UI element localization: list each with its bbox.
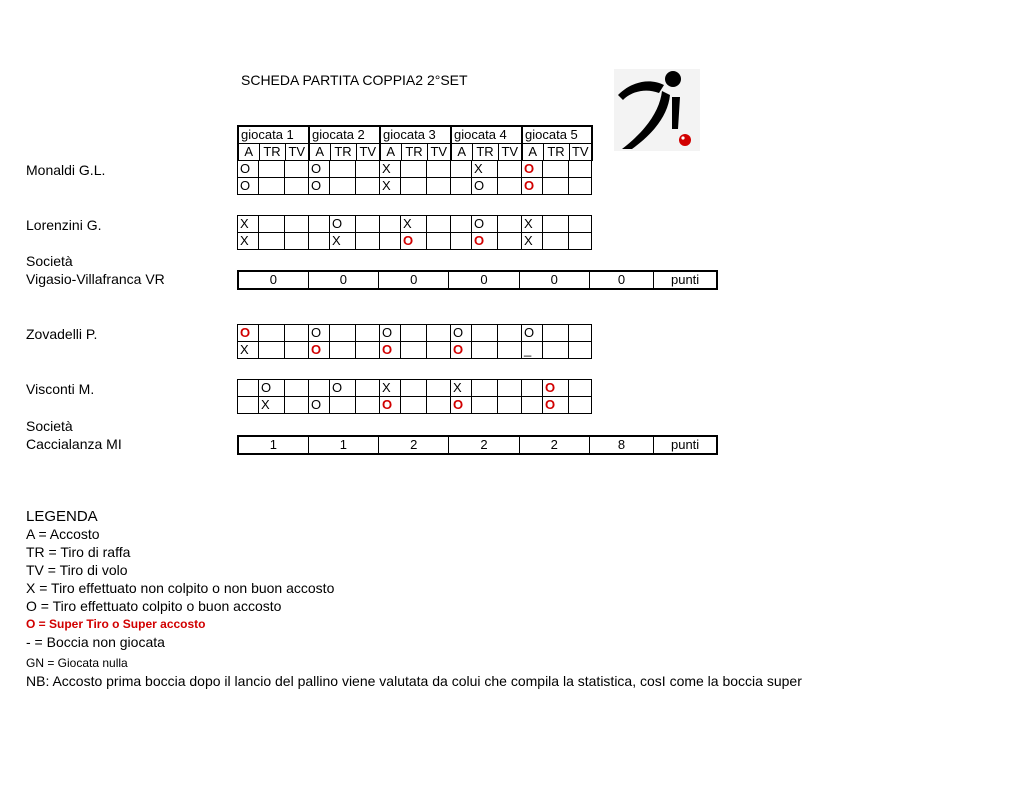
legend-note: NB: Accosto prima boccia dopo il lancio del pallino viene valutata da colui che compila la statistica, cosI come la boccia super <box>26 673 802 689</box>
stat-cell <box>309 380 330 397</box>
stat-cell <box>569 342 592 359</box>
score-cell: 0 <box>379 271 449 289</box>
stat-cell <box>472 397 498 414</box>
stat-cell <box>498 216 522 233</box>
stat-cell <box>401 325 427 342</box>
giocata-header: giocata 5 <box>522 126 592 144</box>
stat-cell: O <box>522 325 543 342</box>
score-cell: 2 <box>449 436 519 454</box>
player-stats-grid <box>237 215 592 250</box>
stat-cell <box>285 216 309 233</box>
stat-cell <box>427 397 451 414</box>
legend-not-played: - = Boccia non giocata <box>26 634 165 650</box>
stat-cell: O <box>472 216 498 233</box>
stat-cell: O <box>309 342 330 359</box>
player-stats-grid <box>237 379 592 414</box>
team-score-row <box>237 270 718 290</box>
stat-cell: O <box>380 325 401 342</box>
stat-cell <box>569 397 592 414</box>
giocata-header: giocata 3 <box>380 126 451 144</box>
stat-cell <box>330 342 356 359</box>
stat-cell: O <box>380 342 401 359</box>
table-row <box>238 325 592 342</box>
stat-cell: O <box>451 325 472 342</box>
stat-cell <box>569 325 592 342</box>
column-header: A <box>451 144 472 161</box>
stat-cell <box>356 233 380 250</box>
stat-cell <box>285 325 309 342</box>
stat-cell: X <box>330 233 356 250</box>
stat-cell <box>285 397 309 414</box>
stat-cell: O <box>543 397 569 414</box>
stat-cell <box>238 380 259 397</box>
stat-cell: O <box>330 380 356 397</box>
giocata-header: giocata 4 <box>451 126 522 144</box>
society-name: Vigasio-Villafranca VR <box>26 271 165 287</box>
stat-cell <box>543 216 569 233</box>
table-row <box>238 233 592 250</box>
stat-cell <box>472 342 498 359</box>
stat-cell <box>427 342 451 359</box>
stat-cell <box>380 216 401 233</box>
stat-cell <box>285 342 309 359</box>
stat-cell: X <box>380 178 401 195</box>
stat-cell <box>569 178 592 195</box>
column-header: TR <box>472 144 498 161</box>
stat-cell <box>259 178 285 195</box>
stat-cell <box>285 380 309 397</box>
column-header: TR <box>259 144 285 161</box>
giocata-header: giocata 2 <box>309 126 380 144</box>
stat-cell <box>401 161 427 178</box>
stat-cell: X <box>522 233 543 250</box>
score-cell: 2 <box>519 436 589 454</box>
society-label: Società <box>26 418 73 434</box>
points-label: punti <box>654 436 717 454</box>
stat-cell <box>543 161 569 178</box>
stat-cell <box>427 380 451 397</box>
stat-cell <box>259 342 285 359</box>
stat-cell <box>498 178 522 195</box>
table-row <box>238 161 592 178</box>
stat-cell <box>285 161 309 178</box>
team-score-row <box>237 435 718 455</box>
stat-cell <box>543 178 569 195</box>
stat-cell: O <box>472 233 498 250</box>
player-stats-grid <box>237 160 592 195</box>
legend <box>26 508 802 690</box>
legend-line: X = Tiro effettuato non colpito o non buon accosto <box>26 580 335 596</box>
stat-cell <box>259 325 285 342</box>
stat-cell <box>401 380 427 397</box>
stat-cell <box>569 161 592 178</box>
player-name: Lorenzini G. <box>26 217 102 233</box>
stat-cell: O <box>522 161 543 178</box>
stat-cell <box>356 325 380 342</box>
stat-cell <box>285 178 309 195</box>
stat-cell: O <box>238 325 259 342</box>
stat-cell <box>330 325 356 342</box>
stat-cell <box>569 233 592 250</box>
giocate-header <box>237 125 593 161</box>
giocata-header: giocata 1 <box>238 126 309 144</box>
stat-cell <box>238 397 259 414</box>
stat-cell <box>356 342 380 359</box>
stat-cell <box>472 325 498 342</box>
stat-cell: X <box>238 233 259 250</box>
table-row <box>238 397 592 414</box>
stat-cell <box>309 233 330 250</box>
stat-cell: X <box>238 216 259 233</box>
stat-cell <box>259 161 285 178</box>
stat-cell: O <box>543 380 569 397</box>
society-name: Caccialanza MI <box>26 436 122 452</box>
stat-cell <box>472 380 498 397</box>
legend-null: GN = Giocata nulla <box>26 656 128 670</box>
score-cell: 8 <box>589 436 653 454</box>
score-cell: 1 <box>308 436 378 454</box>
stat-cell <box>380 233 401 250</box>
stat-cell: O <box>309 397 330 414</box>
stat-cell: O <box>380 397 401 414</box>
score-cell: 2 <box>379 436 449 454</box>
stat-cell <box>285 233 309 250</box>
score-cell: 1 <box>238 436 308 454</box>
stat-cell <box>356 397 380 414</box>
stat-cell <box>356 178 380 195</box>
legend-super: O = Super Tiro o Super accosto <box>26 617 206 631</box>
column-header: TV <box>569 144 592 161</box>
legend-line: O = Tiro effettuato colpito o buon accosto <box>26 598 282 614</box>
stat-cell <box>451 216 472 233</box>
stat-cell <box>498 342 522 359</box>
legend-title: LEGENDA <box>26 508 98 525</box>
column-header: A <box>522 144 543 161</box>
legend-line: A = Accosto <box>26 526 100 542</box>
stat-cell <box>427 325 451 342</box>
points-label: punti <box>654 271 717 289</box>
player-name: Monaldi G.L. <box>26 162 106 178</box>
stat-cell: O <box>309 325 330 342</box>
score-cell: 0 <box>449 271 519 289</box>
column-header: TV <box>498 144 522 161</box>
stat-cell <box>427 161 451 178</box>
score-cell: 0 <box>308 271 378 289</box>
column-header: TV <box>356 144 380 161</box>
score-cell: 0 <box>589 271 653 289</box>
score-cell: 0 <box>238 271 308 289</box>
stat-cell: X <box>238 342 259 359</box>
column-header: A <box>380 144 401 161</box>
stat-cell: O <box>238 178 259 195</box>
column-header: TV <box>285 144 309 161</box>
stat-cell <box>543 233 569 250</box>
stat-cell <box>498 325 522 342</box>
stat-cell: O <box>309 178 330 195</box>
stat-cell <box>427 178 451 195</box>
table-row <box>238 178 592 195</box>
stat-cell <box>522 380 543 397</box>
stat-cell <box>498 161 522 178</box>
column-header: A <box>309 144 330 161</box>
stat-cell <box>451 161 472 178</box>
stat-cell <box>356 161 380 178</box>
stat-cell <box>330 397 356 414</box>
stat-cell <box>356 216 380 233</box>
stat-cell: O <box>522 178 543 195</box>
stat-cell: O <box>451 397 472 414</box>
stat-cell <box>569 216 592 233</box>
stat-cell <box>259 216 285 233</box>
bocce-player-logo-icon <box>614 69 700 151</box>
stat-cell <box>330 161 356 178</box>
stat-cell <box>427 216 451 233</box>
column-header: A <box>238 144 259 161</box>
stat-cell <box>451 233 472 250</box>
stat-cell: O <box>309 161 330 178</box>
stat-cell: O <box>330 216 356 233</box>
stat-cell <box>259 233 285 250</box>
stat-cell <box>498 380 522 397</box>
column-header: TR <box>543 144 569 161</box>
stat-cell <box>401 178 427 195</box>
stat-cell <box>498 233 522 250</box>
stat-cell: X <box>472 161 498 178</box>
column-header: TV <box>427 144 451 161</box>
stat-cell <box>522 397 543 414</box>
stat-cell <box>427 233 451 250</box>
sheet-title: SCHEDA PARTITA COPPIA2 2°SET <box>241 72 468 88</box>
table-row <box>238 342 592 359</box>
column-header: TR <box>330 144 356 161</box>
legend-line: TR = Tiro di raffa <box>26 544 131 560</box>
column-header: TR <box>401 144 427 161</box>
stat-cell: X <box>380 380 401 397</box>
stat-cell <box>569 380 592 397</box>
table-row <box>238 380 592 397</box>
player-name: Visconti M. <box>26 381 95 397</box>
stat-cell: _ <box>522 342 543 359</box>
stat-cell: X <box>451 380 472 397</box>
stat-cell: X <box>259 397 285 414</box>
stat-cell <box>356 380 380 397</box>
player-name: Zovadelli P. <box>26 326 98 342</box>
stat-cell: O <box>238 161 259 178</box>
stat-cell <box>401 397 427 414</box>
society-label: Società <box>26 253 73 269</box>
stat-cell <box>543 325 569 342</box>
score-cell: 0 <box>519 271 589 289</box>
stat-cell <box>330 178 356 195</box>
stat-cell: O <box>401 233 427 250</box>
stat-cell: X <box>401 216 427 233</box>
table-row <box>238 216 592 233</box>
stat-cell <box>451 178 472 195</box>
stat-cell: O <box>259 380 285 397</box>
stat-cell <box>498 397 522 414</box>
stat-cell: O <box>472 178 498 195</box>
player-stats-grid <box>237 324 592 359</box>
stat-cell: X <box>522 216 543 233</box>
legend-line: TV = Tiro di volo <box>26 562 128 578</box>
stat-cell <box>309 216 330 233</box>
stat-cell: X <box>380 161 401 178</box>
stat-cell <box>543 342 569 359</box>
stat-cell <box>401 342 427 359</box>
stat-cell: O <box>451 342 472 359</box>
